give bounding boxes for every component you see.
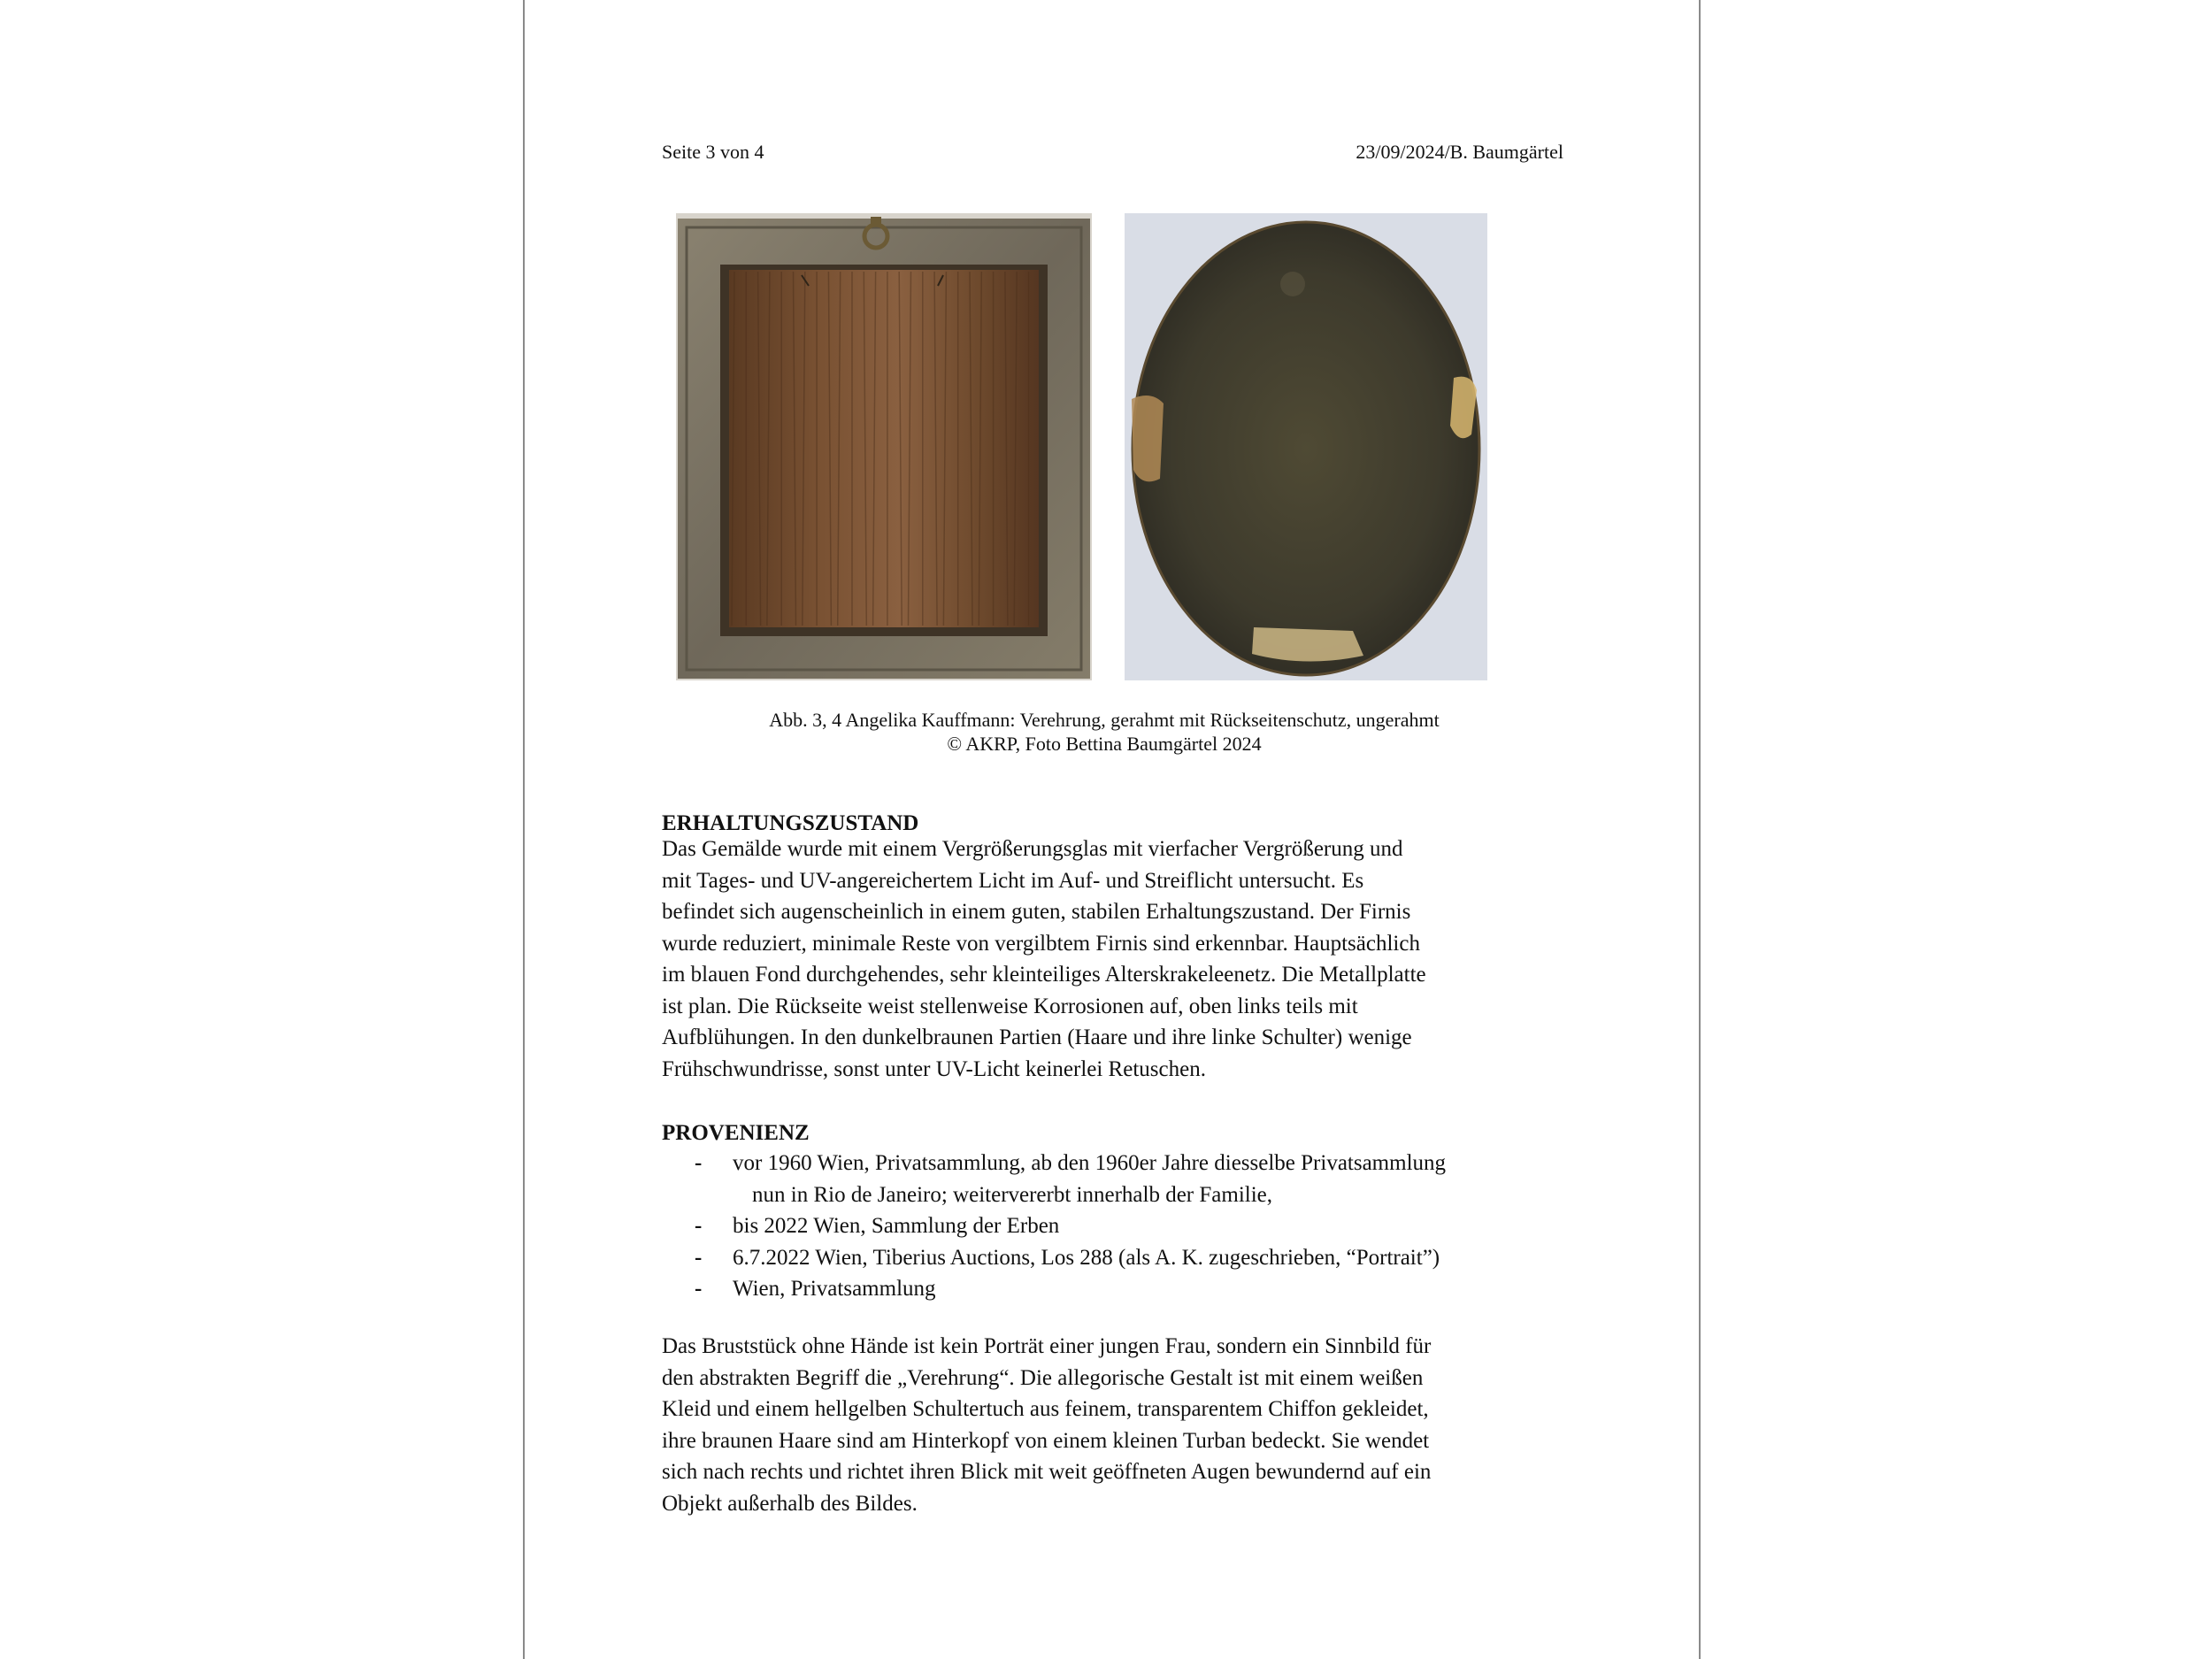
condition-paragraph (662, 833, 1511, 1085)
description-line: Kleid und einem hellgelben Schultertuch aus feinem, transparentem Chiffon gekleidet, (662, 1397, 1429, 1421)
condition-line: Frühschwundrisse, sonst unter UV-Licht keinerlei Retuschen. (662, 1056, 1206, 1081)
condition-line: Das Gemälde wurde mit einem Vergrößerungsglas mit vierfacher Vergrößerung und (662, 837, 1403, 861)
condition-heading: ERHALTUNGSZUSTAND (662, 811, 919, 835)
provenance-list (662, 1148, 1547, 1305)
description-line: Objekt außerhalb des Bildes. (662, 1491, 918, 1516)
description-line: Das Bruststück ohne Hände ist kein Porträt einer jungen Frau, sondern ein Sinnbild für (662, 1334, 1432, 1358)
provenance-heading: PROVENIENZ (662, 1121, 810, 1145)
page-number: Seite 3 von 4 (662, 141, 764, 163)
list-item-text: bis 2022 Wien, Sammlung der Erben (733, 1214, 1060, 1238)
list-item-text: Wien, Privatsammlung (733, 1277, 936, 1301)
caption-line-1: Abb. 3, 4 Angelika Kauffmann: Verehrung, gerahmt mit Rückseitenschutz, ungerahmt (769, 709, 1440, 731)
page-left-edge (523, 0, 525, 1659)
list-item (662, 1242, 1547, 1274)
condition-line: mit Tages- und UV-angereichertem Licht im Auf- und Streiflicht untersucht. Es (662, 868, 1364, 893)
date-author: 23/09/2024/B. Baumgärtel (1356, 141, 1563, 163)
list-dash: - (695, 1277, 703, 1301)
list-item (662, 1273, 1547, 1305)
list-item-text: vor 1960 Wien, Privatsammlung, ab den 1960er Jahre diesselbe Privatsammlung (733, 1151, 1447, 1175)
figure-caption (662, 708, 1547, 756)
description-paragraph (662, 1331, 1511, 1519)
description-line: sich nach rechts und richtet ihren Blick mit weit geöffneten Augen bewundernd auf ein (662, 1460, 1432, 1484)
condition-line: befindet sich augenscheinlich in einem guten, stabilen Erhaltungszustand. Der Firnis (662, 900, 1411, 924)
list-dash: - (695, 1245, 703, 1270)
page-right-edge (1699, 0, 1701, 1659)
list-item-text-continued: nun in Rio de Janeiro; weitervererbt innerhalb der Familie, (752, 1182, 1273, 1207)
condition-line: Aufblühungen. In den dunkelbraunen Partien (Haare und ihre linke Schulter) wenige (662, 1025, 1412, 1049)
list-item (662, 1148, 1547, 1210)
list-item-text: 6.7.2022 Wien, Tiberius Auctions, Los 288 (als A. K. zugeschrieben, “Portrait”) (733, 1245, 1440, 1270)
description-line: ihre braunen Haare sind am Hinterkopf von einem kleinen Turban bedeckt. Sie wendet (662, 1428, 1430, 1453)
caption-line-2: © AKRP, Foto Bettina Baumgärtel 2024 (947, 733, 1262, 755)
list-item (662, 1210, 1547, 1242)
condition-line: im blauen Fond durchgehendes, sehr kleinteiliges Alterskrakeleenetz. Die Metallplatte (662, 963, 1426, 987)
list-dash: - (695, 1151, 703, 1175)
unframed-plate-photo (1125, 213, 1487, 680)
description-line: den abstrakten Begriff die „Verehrung“. Die allegorische Gestalt ist mit einem weißen (662, 1365, 1424, 1390)
framed-back-photo (676, 213, 1092, 680)
condition-line: wurde reduziert, minimale Reste von vergilbtem Firnis sind erkennbar. Hauptsächlich (662, 931, 1420, 956)
list-dash: - (695, 1214, 703, 1238)
condition-line: ist plan. Die Rückseite weist stellenweise Korrosionen auf, oben links teils mit (662, 994, 1358, 1018)
